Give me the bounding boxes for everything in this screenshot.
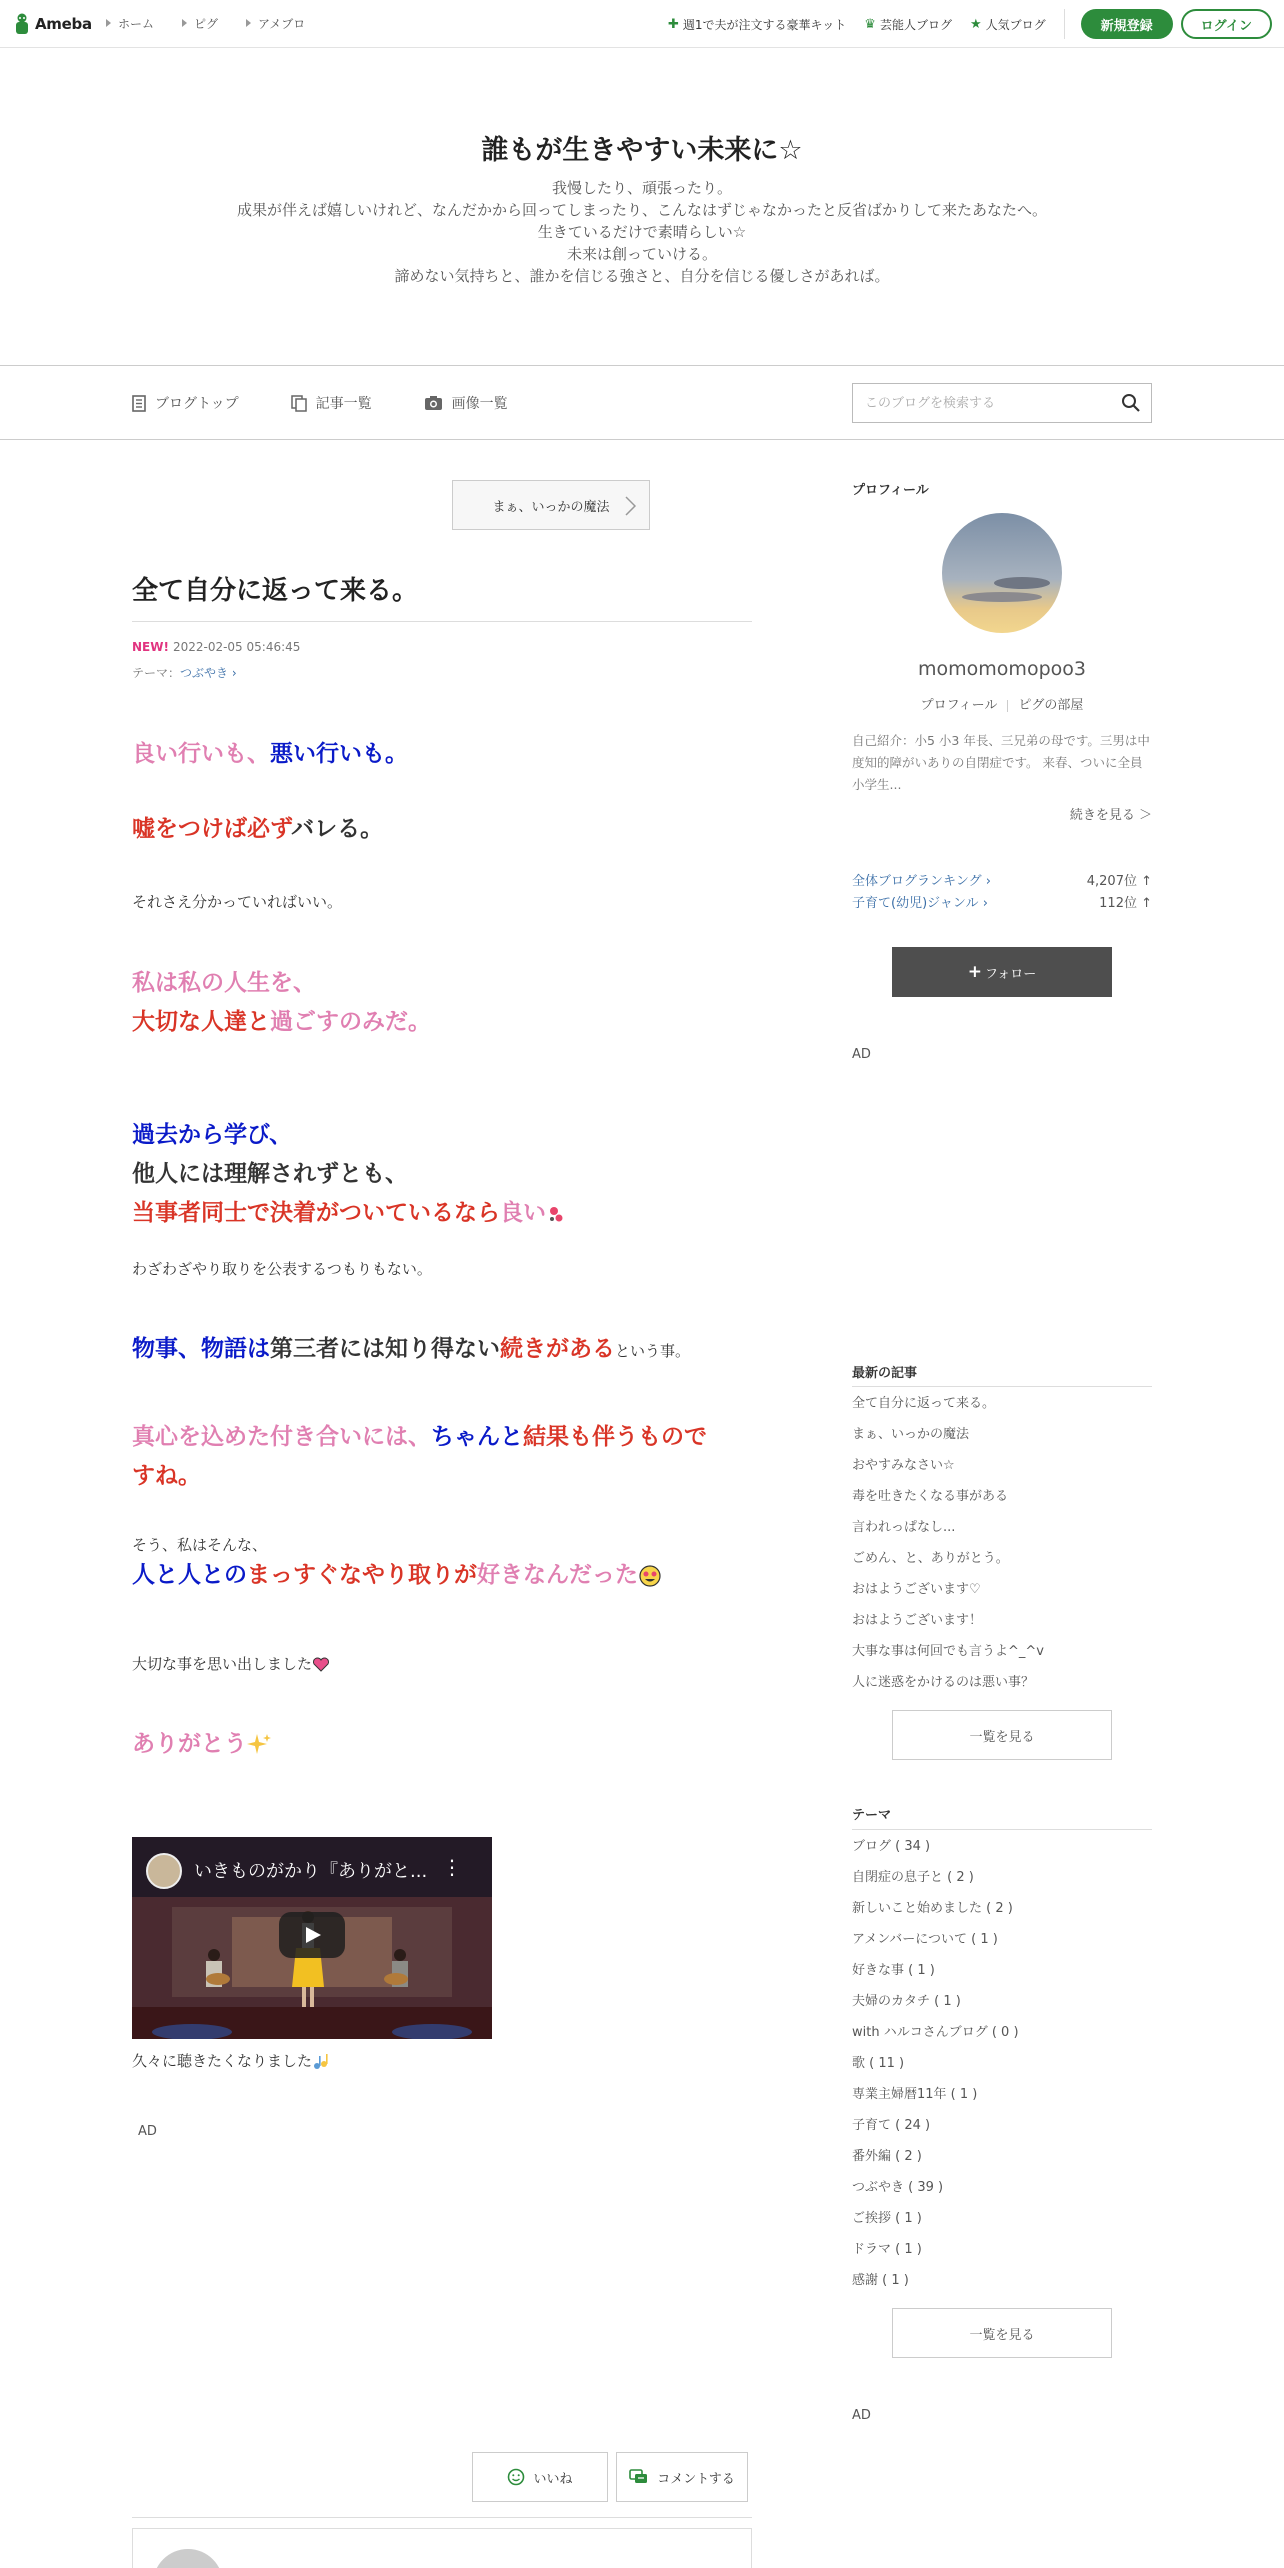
body-text: 物事、物語は bbox=[132, 1336, 270, 1362]
body-text: ありがとう bbox=[132, 1731, 247, 1757]
heart-eyes-emoji-icon bbox=[638, 1564, 662, 1588]
link-divider bbox=[1007, 700, 1008, 712]
ranking-value: 4,207位 ↑ bbox=[1086, 874, 1152, 889]
nav-home[interactable]: ホーム bbox=[106, 15, 154, 32]
article-theme bbox=[132, 664, 237, 681]
ad-label: AD bbox=[138, 2124, 157, 2139]
description-line: 成果が伴えば嬉しいけれど、なんだかから回ってしまったり、こんなはずじゃなかったと反省ばかりして来たあなたへ。 bbox=[236, 201, 1047, 219]
header-divider bbox=[1064, 9, 1065, 39]
body-text: 他人には理解されずとも、 bbox=[132, 1161, 408, 1187]
theme-item[interactable]: 夫婦のカタチ ( 1 ) bbox=[852, 1994, 961, 2009]
new-badge: NEW! bbox=[132, 640, 169, 654]
video-embed[interactable] bbox=[132, 1837, 492, 2039]
promo-link[interactable] bbox=[668, 16, 846, 33]
body-line-3: それさえ分かっていればいい。 bbox=[132, 893, 343, 911]
theme-label: テーマ： bbox=[132, 666, 181, 680]
follow-label: フォロー bbox=[984, 966, 1037, 982]
recent-item[interactable]: おやすみなさい☆ bbox=[852, 1458, 955, 1473]
recent-list bbox=[852, 1388, 1152, 1698]
theme-link[interactable]: つぶやき bbox=[180, 666, 229, 680]
ad-label: AD bbox=[852, 2408, 871, 2423]
pig-room-link[interactable]: ピグの部屋 bbox=[1018, 698, 1084, 713]
profile-heading: プロフィール bbox=[852, 483, 929, 498]
ranking-overall[interactable] bbox=[852, 870, 1152, 889]
recent-item[interactable]: 大事な事は何回でも言うよ^_^v bbox=[852, 1644, 1044, 1659]
crown-icon: ♛ bbox=[864, 16, 876, 32]
ameba-logo[interactable] bbox=[12, 11, 92, 37]
description-line: 我慢したり、頑張ったり。 bbox=[551, 179, 732, 197]
theme-item[interactable]: 専業主婦暦11年 ( 1 ) bbox=[852, 2087, 978, 2102]
body-line-17 bbox=[132, 2050, 330, 2071]
body-text: 良い bbox=[500, 1200, 546, 1226]
theme-item[interactable]: アメンバーについて ( 1 ) bbox=[852, 1932, 998, 1947]
body-line-7 bbox=[132, 1155, 408, 1193]
recent-item[interactable]: 人に迷惑をかけるのは悪い事？ bbox=[852, 1675, 1035, 1690]
body-text: という事。 bbox=[615, 1342, 691, 1360]
body-text: 過去から学び、 bbox=[132, 1122, 293, 1148]
description-line: 生きているだけで素晴らしい☆ bbox=[537, 223, 747, 241]
ranking-label: 全体ブログランキング bbox=[852, 874, 982, 889]
follow-button[interactable] bbox=[892, 947, 1112, 997]
theme-heading: テーマ bbox=[852, 1808, 892, 1823]
ranking-label: 子育て(幼児)ジャンル bbox=[852, 896, 979, 911]
global-header bbox=[0, 0, 1284, 48]
profile-photo bbox=[942, 513, 1062, 633]
nav-pigg[interactable]: ピグ bbox=[182, 15, 218, 32]
comment-area bbox=[132, 2528, 752, 2568]
theme-item[interactable]: 番外編 ( 2 ) bbox=[852, 2149, 922, 2164]
date-text: 2022-02-05 05:46:45 bbox=[172, 640, 301, 654]
ranking-genre[interactable] bbox=[852, 892, 1152, 911]
blog-description bbox=[0, 177, 1284, 287]
recent-heading: 最新の記事 bbox=[852, 1366, 918, 1381]
theme-item[interactable]: with ハルコさんブログ ( 0 ) bbox=[852, 2025, 1019, 2040]
nav-blog-top[interactable] bbox=[132, 393, 239, 413]
recent-item[interactable]: ごめん、と、ありがとう。 bbox=[852, 1551, 1009, 1566]
smile-icon bbox=[507, 2468, 525, 2486]
more-vertical-icon[interactable]: ⋮ bbox=[442, 1855, 462, 1879]
description-line: 未来は創っていける。 bbox=[566, 245, 717, 263]
body-text: 過ごすのみだ。 bbox=[270, 1009, 431, 1035]
theme-item[interactable]: つぶやき ( 39 ) bbox=[852, 2180, 944, 2195]
nav-ameblo[interactable]: アメブロ bbox=[246, 15, 305, 32]
theme-item[interactable]: ドラマ ( 1 ) bbox=[852, 2242, 922, 2257]
theme-item[interactable]: ブログ ( 34 ) bbox=[852, 1839, 931, 1854]
title-divider bbox=[132, 621, 752, 622]
star-icon: ★ bbox=[969, 16, 982, 32]
comment-label: コメントする bbox=[657, 2471, 735, 2487]
article-date bbox=[132, 640, 300, 654]
heading-divider bbox=[852, 1829, 1152, 1830]
plus-icon: ✚ bbox=[667, 16, 679, 32]
theme-item[interactable]: 子育て ( 24 ) bbox=[852, 2118, 931, 2133]
article-title[interactable]: 全て自分に返って来る。 bbox=[132, 576, 419, 606]
body-text: 私は私の人生を、 bbox=[132, 970, 316, 996]
body-line-10 bbox=[132, 1330, 690, 1370]
nav-image-list-label: 画像一覧 bbox=[451, 396, 508, 412]
comment-button[interactable] bbox=[616, 2452, 748, 2502]
celebrity-blog-link[interactable] bbox=[864, 16, 952, 33]
read-more-link[interactable]: 続きを見る ＞ bbox=[1069, 808, 1152, 823]
recent-item[interactable]: まぁ、いっかの魔法 bbox=[852, 1427, 970, 1442]
nav-blog-top-label: ブログトップ bbox=[155, 396, 239, 412]
body-text: 好きなんだった bbox=[477, 1562, 638, 1588]
body-line-1 bbox=[132, 735, 408, 773]
comment-icon bbox=[629, 2469, 649, 2485]
profile-links bbox=[852, 694, 1152, 713]
music-notes-emoji-icon bbox=[312, 2053, 330, 2071]
body-line-12 bbox=[132, 1457, 201, 1495]
search-input[interactable] bbox=[853, 384, 1103, 422]
avatar[interactable] bbox=[942, 513, 1062, 633]
theme-item[interactable]: 歌 ( 11 ) bbox=[852, 2056, 905, 2071]
nav-article-list-label: 記事一覧 bbox=[315, 396, 372, 412]
description-line: 諦めない気持ちと、誰かを信じる強さと、自分を信じる優しさがあれば。 bbox=[394, 267, 890, 285]
recent-item[interactable]: おはようございます！ bbox=[852, 1613, 983, 1628]
celebrity-blog-label: 芸能人ブログ bbox=[879, 17, 952, 32]
body-text: 久々に聴きたくなりました bbox=[132, 2052, 313, 2070]
channel-avatar[interactable] bbox=[146, 1853, 182, 1889]
profile-link[interactable]: プロフィール bbox=[920, 698, 998, 713]
nav-article-list[interactable] bbox=[291, 393, 372, 413]
popular-blog-link[interactable] bbox=[970, 16, 1046, 33]
theme-item[interactable]: 新しいこと始めました ( 2 ) bbox=[852, 1901, 1013, 1916]
nav-image-list[interactable] bbox=[424, 393, 508, 413]
like-label: いいね bbox=[533, 2471, 573, 2487]
body-text: 悪い行いも。 bbox=[270, 741, 408, 767]
recent-list-more-button[interactable]: 一覧を見る bbox=[892, 1710, 1112, 1760]
theme-list bbox=[852, 1831, 1152, 2296]
body-text: 嘘をつけば必ず bbox=[132, 816, 292, 842]
theme-item[interactable]: ご挨拶 ( 1 ) bbox=[852, 2211, 922, 2226]
global-nav bbox=[106, 15, 333, 32]
body-line-6 bbox=[132, 1116, 292, 1154]
register-button[interactable]: 新規登録 bbox=[1081, 9, 1173, 39]
document-icon bbox=[132, 395, 146, 412]
body-line-4 bbox=[132, 964, 316, 1002]
theme-item[interactable]: 自閉症の息子と ( 2 ) bbox=[852, 1870, 974, 1885]
blog-search bbox=[852, 383, 1152, 423]
body-text: 第三者には知り得ない bbox=[270, 1336, 500, 1362]
recent-item[interactable]: 言われっぱなし... bbox=[852, 1520, 956, 1535]
theme-item[interactable]: 感謝 ( 1 ) bbox=[852, 2273, 909, 2288]
body-line-8 bbox=[132, 1194, 566, 1232]
search-icon[interactable] bbox=[1121, 393, 1141, 413]
body-text: 当事者同士で決着がついているなら bbox=[132, 1200, 500, 1226]
camera-icon bbox=[424, 395, 443, 411]
plus-icon: + bbox=[967, 962, 982, 982]
profile-name[interactable]: momomomopoo3 bbox=[918, 658, 1086, 680]
like-button[interactable] bbox=[472, 2452, 608, 2502]
global-header-right bbox=[650, 9, 1272, 39]
ranking-value: 112位 ↑ bbox=[1099, 896, 1152, 911]
body-line-11 bbox=[132, 1418, 707, 1456]
video-title[interactable]: いきものがかり『ありがと... bbox=[194, 1861, 428, 1882]
chevron-right-icon: › bbox=[978, 896, 988, 911]
blog-title[interactable]: 誰もが生きやすい未来に☆ bbox=[481, 135, 803, 166]
body-text: 真心を込めた付き合いには、 bbox=[132, 1424, 431, 1450]
body-line-2 bbox=[132, 810, 383, 848]
recent-item[interactable]: おはようございます♡ bbox=[852, 1582, 981, 1597]
chevron-right-icon: › bbox=[981, 874, 991, 889]
avatar bbox=[153, 2549, 223, 2568]
body-line-5 bbox=[132, 1003, 431, 1041]
theme-item[interactable]: 好きな事 ( 1 ) bbox=[852, 1963, 935, 1978]
sparkle-hearts-emoji-icon bbox=[546, 1203, 566, 1225]
sparkles-emoji-icon bbox=[247, 1732, 273, 1758]
body-text: 人と人との bbox=[132, 1562, 247, 1588]
body-text: 結果も伴うもので bbox=[523, 1424, 707, 1450]
body-line-15 bbox=[132, 1653, 330, 1674]
comment-divider bbox=[132, 2517, 752, 2518]
play-icon[interactable] bbox=[279, 1912, 345, 1958]
body-line-14 bbox=[132, 1556, 662, 1594]
body-text: 大切な事を思い出しました bbox=[132, 1655, 313, 1673]
popular-blog-label: 人気ブログ bbox=[985, 17, 1046, 32]
heart-emoji-icon bbox=[312, 1656, 330, 1674]
copy-icon bbox=[291, 395, 307, 412]
promo-link-label: 週1で夫が注文する豪華キット bbox=[682, 17, 847, 32]
chevron-right-icon bbox=[623, 495, 637, 517]
profile-intro: 自己紹介：小5 小3 年長、三兄弟の母です。三男は中度知的障がいありの自閉症です。 来春、ついに全員小学生... bbox=[852, 733, 1150, 792]
blog-nav bbox=[0, 366, 1284, 440]
chevron-right-icon: › bbox=[228, 666, 237, 680]
body-text: 続きがある bbox=[500, 1336, 615, 1362]
heading-divider bbox=[852, 1386, 1152, 1387]
body-line-13: そう、私はそんな、 bbox=[132, 1536, 268, 1554]
body-text: まっすぐなやり取りが bbox=[247, 1562, 477, 1588]
recent-item[interactable]: 毒を吐きたくなる事がある bbox=[852, 1489, 1009, 1504]
body-text: すね。 bbox=[132, 1463, 201, 1489]
blog-nav-items bbox=[132, 393, 560, 413]
blog-header bbox=[0, 48, 1284, 366]
prev-article-button[interactable] bbox=[452, 480, 650, 530]
logo-text: Ameba bbox=[35, 15, 92, 33]
body-line-9: わざわざやり取りを公表するつもりもない。 bbox=[132, 1260, 432, 1278]
theme-list-more-button[interactable]: 一覧を見る bbox=[892, 2308, 1112, 2358]
recent-item[interactable]: 全て自分に返って来る。 bbox=[852, 1396, 996, 1411]
body-text: 良い行いも、 bbox=[132, 741, 270, 767]
body-text: バレる。 bbox=[291, 816, 384, 842]
prev-article-label: まぁ、いっかの魔法 bbox=[492, 499, 610, 515]
body-line-16 bbox=[132, 1725, 273, 1763]
ameba-mascot-icon bbox=[12, 12, 32, 36]
login-button[interactable]: ログイン bbox=[1181, 9, 1272, 39]
ad-label: AD bbox=[852, 1047, 871, 1062]
body-text: ちゃんと bbox=[431, 1424, 523, 1450]
body-text: 大切な人達と bbox=[132, 1009, 270, 1035]
